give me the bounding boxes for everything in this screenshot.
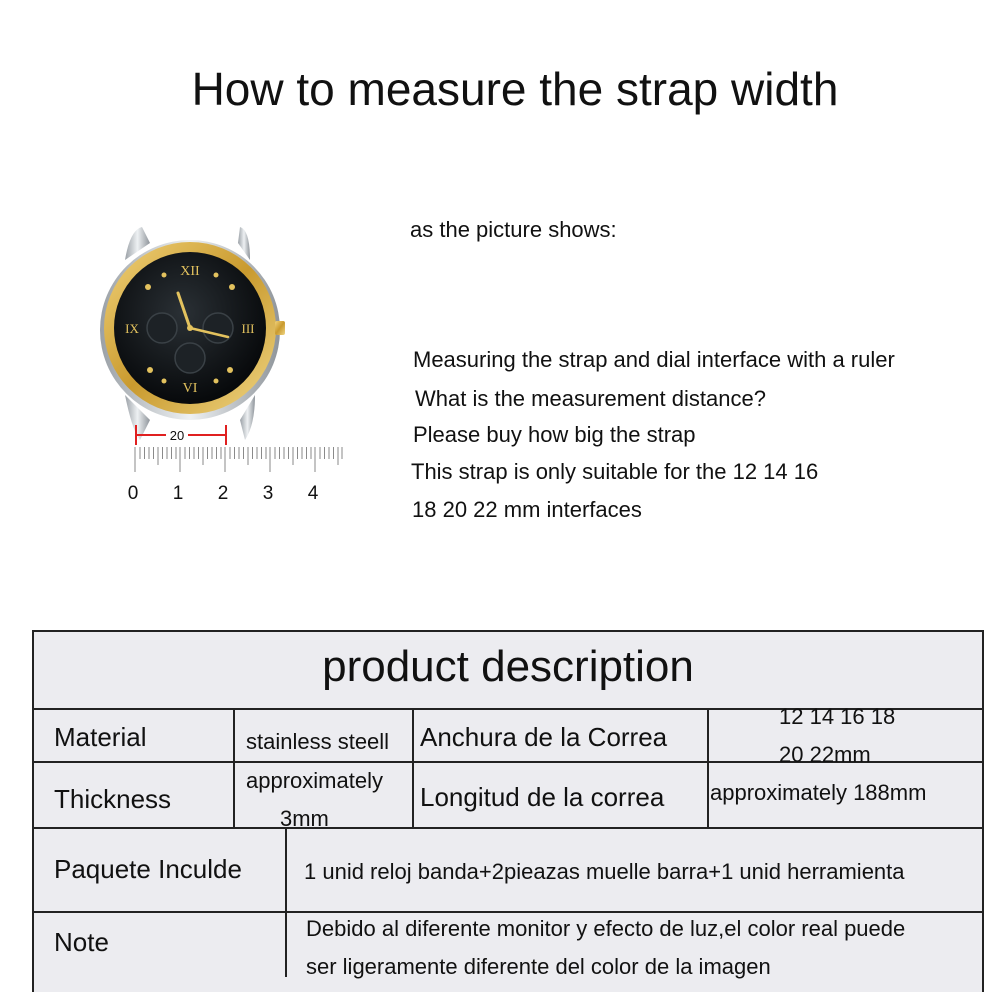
note-label: Note [54, 927, 109, 957]
svg-text:III: III [241, 321, 255, 336]
ruler-tick-2: 2 [217, 483, 229, 504]
note-value-1: Debido al diferente monitor y efecto de luz,el color real puede [306, 916, 906, 941]
strap-length-label: Longitud de la correa [420, 782, 665, 812]
intro-text: as the picture shows: [410, 217, 617, 242]
thickness-value-1: approximately [246, 768, 383, 793]
strap-width-value-2: 20 22mm [779, 742, 871, 767]
thickness-label: Thickness [54, 784, 172, 814]
package-value: 1 unid reloj banda+2pieazas muelle barra+1 unid herramienta [304, 859, 905, 884]
package-label: Paquete Inculde [54, 854, 242, 884]
strap-width-value-1: 12 14 16 18 [779, 704, 896, 729]
ruler-tick-1: 1 [172, 483, 184, 504]
ruler-tick-0: 0 [127, 483, 139, 504]
instruction-line-1: Measuring the strap and dial interface with a ruler [413, 347, 895, 372]
instruction-line-5: 18 20 22 mm interfaces [412, 497, 642, 522]
ruler-tick-4: 4 [307, 483, 319, 504]
svg-text:IX: IX [125, 321, 139, 336]
strap-length-value: approximately 188mm [710, 780, 927, 805]
strap-width-label: Anchura de la Correa [420, 722, 668, 752]
instruction-line-4: This strap is only suitable for the 12 14 16 [411, 459, 819, 484]
note-value-2: ser ligeramente diferente del color de la imagen [306, 954, 771, 979]
instruction-line-3: Please buy how big the strap [413, 422, 696, 447]
measure-label: 20 [169, 428, 185, 443]
watch-illustration [80, 215, 360, 515]
material-label: Material [54, 722, 147, 752]
page-title: How to measure the strap width [191, 63, 839, 115]
material-value: stainless steell [246, 729, 390, 754]
svg-text:VI: VI [182, 381, 198, 396]
instruction-line-2: What is the measurement distance? [415, 386, 766, 411]
product-description-table [32, 630, 984, 992]
svg-text:XII: XII [180, 264, 200, 279]
ruler-tick-3: 3 [262, 483, 274, 504]
table-heading: product description [322, 642, 694, 691]
thickness-value-2: 3mm [280, 806, 329, 831]
ruler [135, 447, 342, 472]
